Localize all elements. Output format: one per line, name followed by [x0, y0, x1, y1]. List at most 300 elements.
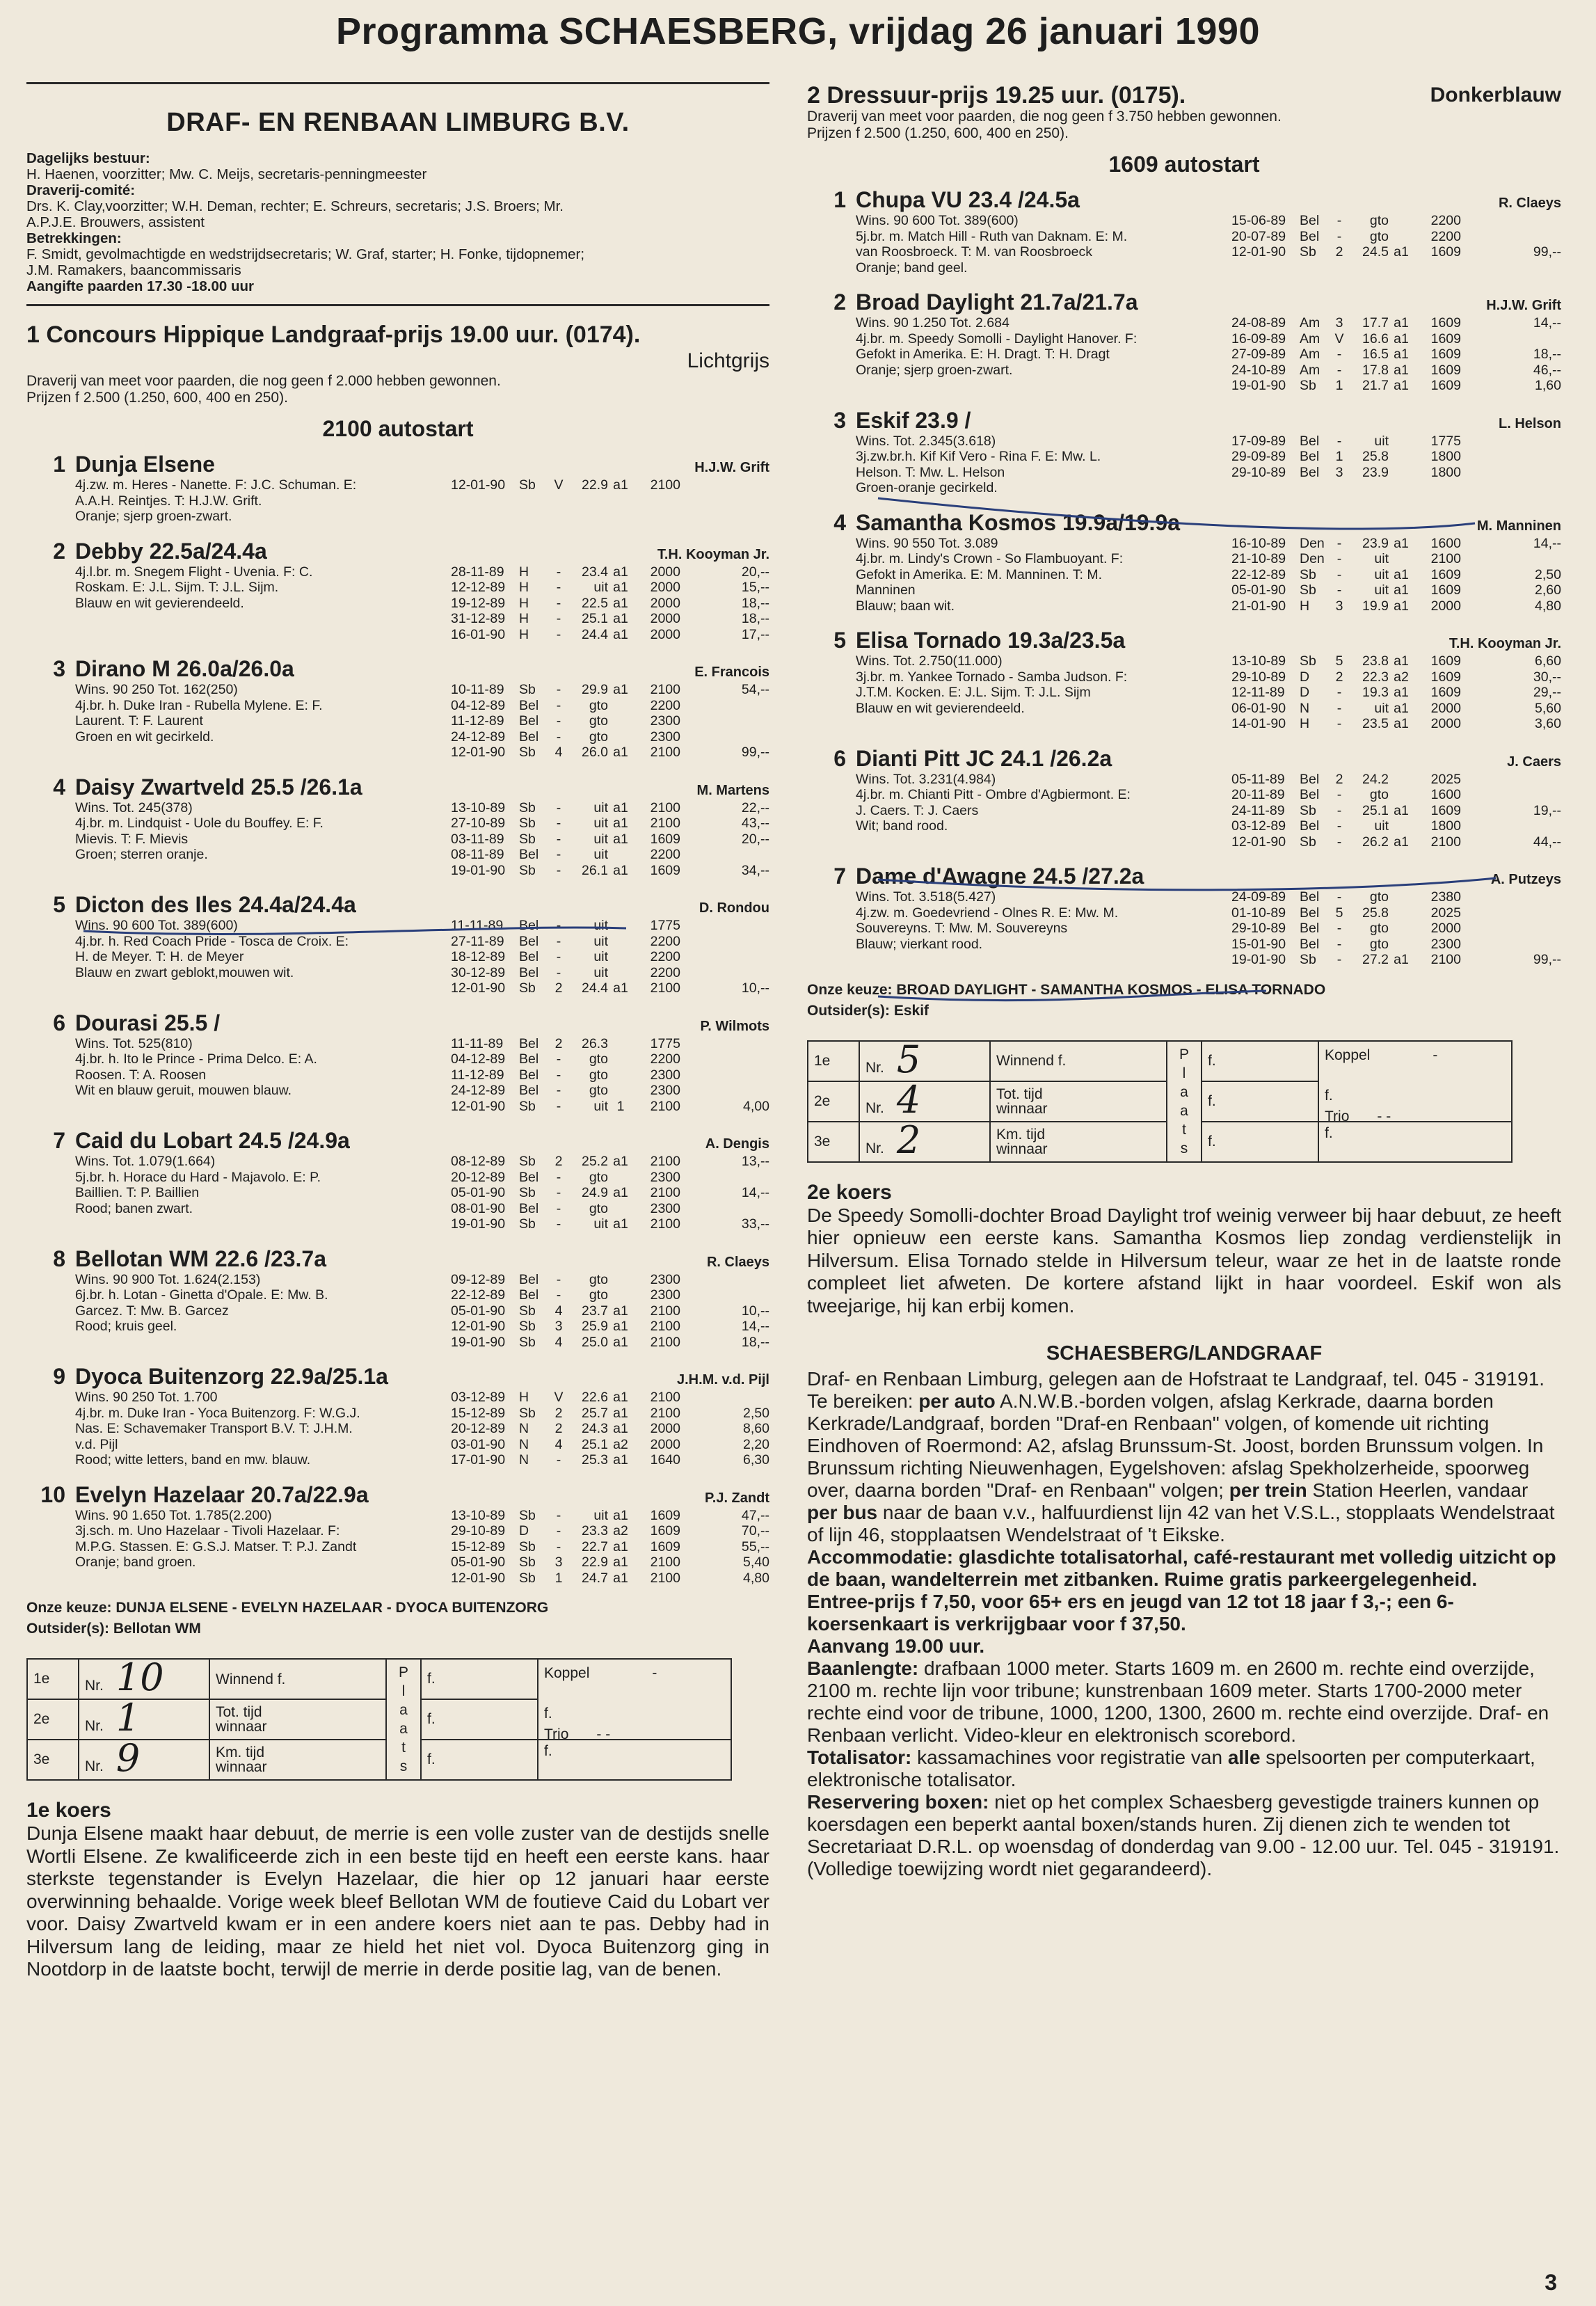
result-place: -: [556, 949, 561, 964]
result-venue: Bel: [1300, 464, 1320, 480]
result-venue: Sb: [519, 1216, 536, 1232]
result-start: [1389, 229, 1414, 245]
result-distance: 1775: [650, 918, 680, 933]
result-row: [1231, 716, 1561, 732]
result-time: 25.8: [1362, 449, 1389, 464]
result-place: 2: [554, 1421, 563, 1436]
result-venue: Bel: [519, 1051, 539, 1067]
result-start: [1389, 818, 1414, 834]
trio-dash: - -: [1377, 1108, 1391, 1124]
result-place: 4: [554, 1436, 563, 1452]
result-row: [1231, 567, 1561, 583]
result-place: 1: [554, 1570, 563, 1586]
horse-number: 7: [833, 864, 846, 889]
result-venue: Sb: [519, 1570, 536, 1586]
result-date: 29-10-89: [451, 1523, 506, 1538]
page-title: Programma SCHAESBERG, vrijdag 26 januari 1990: [336, 10, 1260, 52]
result-venue: Bel: [1300, 433, 1320, 449]
horse-entry: [26, 1128, 769, 1232]
result-payout: 18,--: [741, 595, 769, 611]
result-place: -: [1336, 433, 1342, 449]
result-venue: Sb: [519, 1319, 536, 1334]
result-place: V: [554, 1390, 564, 1405]
result-time: gto: [589, 1271, 608, 1287]
horse-info-line: Blauw en wit gevierendeeld.: [75, 595, 244, 611]
horse-info-line: Wit; band rood.: [856, 818, 948, 834]
result-time: 19.9: [1362, 598, 1389, 614]
race-title: [807, 82, 1561, 109]
result-date: 16-10-89: [1231, 535, 1286, 551]
results-table: [451, 477, 769, 493]
result-place: V: [1334, 331, 1344, 347]
result-payout: 99,--: [741, 745, 769, 760]
nr-label: Nr.: [85, 1718, 104, 1734]
result-place: 2: [1335, 669, 1343, 685]
result-time: gto: [1369, 936, 1389, 952]
result-date: 20-12-89: [451, 1421, 506, 1436]
horse-number: 6: [833, 745, 846, 771]
page-number: 3: [1545, 2270, 1557, 2295]
result-row: [1231, 701, 1561, 717]
result-time: 22.7: [582, 1538, 608, 1554]
result-label-cell: [209, 1699, 386, 1740]
horse-trainer: H.J.W. Grift: [694, 460, 769, 475]
result-distance: 2000: [650, 1421, 680, 1436]
result-time: uit: [593, 816, 608, 831]
result-date: 27-10-89: [451, 816, 506, 831]
result-date: 19-01-90: [1231, 378, 1286, 393]
horse-info: [856, 536, 1231, 614]
result-distance: 2100: [650, 745, 680, 760]
result-venue: Sb: [519, 1554, 536, 1570]
result-time: 23.9: [1362, 464, 1389, 480]
result-time: 22.9: [582, 1554, 608, 1570]
plaats-value-cell: f.: [1202, 1122, 1318, 1162]
horse-body: [26, 564, 769, 643]
horse-info-line: Baillien. T: P. Baillien: [75, 1185, 200, 1200]
horse-info-line: Wins. Tot. 525(810): [75, 1035, 193, 1051]
horse-trainer: H.J.W. Grift: [1486, 298, 1561, 313]
race-color: Lichtgrijs: [687, 349, 769, 372]
plaats-value-cell: f.: [1202, 1081, 1318, 1122]
horse-info-line: 4j.l.br. m. Snegem Flight - Uvenia. F: C.: [75, 564, 313, 580]
result-table-row: [27, 1740, 731, 1780]
result-venue: Bel: [1300, 228, 1320, 244]
result-start: a1: [1394, 834, 1409, 850]
finish-position: 3e: [808, 1122, 859, 1162]
result-time: 25.8: [1362, 905, 1389, 921]
result-row: [451, 980, 769, 996]
horse-body: [807, 315, 1561, 394]
result-date: 15-12-89: [451, 1538, 506, 1554]
result-row: [1231, 685, 1561, 701]
result-payout: [680, 847, 769, 863]
horse-info-line: 5j.br. m. Match Hill - Ruth van Daknam. E: M.: [856, 228, 1128, 244]
result-venue: Bel: [519, 1200, 539, 1216]
result-row: [451, 1335, 769, 1351]
text: per bus: [807, 1502, 878, 1523]
result-distance: 2100: [650, 477, 680, 493]
result-row: [451, 596, 769, 612]
result-place: 1: [1335, 449, 1343, 464]
result-venue: N: [519, 1452, 529, 1468]
org-heading: Betrekkingen:: [26, 230, 122, 246]
result-date: 24-10-89: [1231, 362, 1286, 378]
result-distance: 2100: [650, 682, 680, 697]
result-date: 22-12-89: [451, 1287, 506, 1303]
results-table: [451, 1508, 769, 1587]
results-table: [451, 1390, 769, 1468]
result-venue: H: [519, 1390, 529, 1405]
result-start: a1: [1394, 952, 1409, 967]
horse-header: [26, 1128, 769, 1154]
result-start: [1389, 465, 1414, 481]
result-start: a1: [1394, 244, 1409, 260]
horse-info-line: Roskam. E: J.L. Sijm. T: J.L. Sijm.: [75, 580, 279, 595]
result-venue: Bel: [519, 1067, 539, 1083]
horse-info-line: Wins. Tot. 1.079(1.664): [75, 1154, 216, 1169]
result-time: 25.7: [582, 1405, 608, 1421]
result-distance: 1609: [1430, 566, 1461, 582]
result-venue: Sb: [1300, 582, 1316, 598]
race-commentary: De Speedy Somolli-dochter Broad Daylight trof weinig verweer bij haar debuut, ze heeft hier opnieuw een eerste kans. Samantha Kosmos liep zondag verdienstelijk in Hilversum. Elisa Tornado stelde in Hilversum teleur, waar ze het in de laatste ronde compleet liet afweten. De kortere afstand lijkt in haar voordeel. Eskif won als tweejarige, hij kan erbij komen.: [807, 1204, 1561, 1317]
result-row: [451, 745, 769, 761]
result-venue: Am: [1300, 331, 1320, 347]
result-row: [451, 564, 769, 580]
result-venue: Am: [1300, 315, 1320, 331]
horse-header: [26, 1364, 769, 1390]
result-start: a1: [1394, 598, 1409, 614]
text: spelsoorten per computerkaart, elektronische totalisator.: [807, 1747, 1535, 1790]
result-payout: 29,--: [1533, 685, 1561, 700]
result-venue: Sb: [1300, 653, 1316, 669]
result-row: [1231, 921, 1561, 937]
result-distance: 1609: [1430, 582, 1461, 598]
result-venue: Den: [1300, 551, 1325, 566]
org-line: A.P.J.E. Brouwers, assistent: [26, 214, 205, 230]
horse-info-line: Wins. 90 1.650 Tot. 1.785(2.200): [75, 1507, 272, 1523]
horse-results: [1231, 315, 1561, 394]
horse-header: [807, 628, 1561, 653]
horse-trainer: A. Putzeys: [1490, 872, 1561, 887]
result-date: 29-09-89: [1231, 449, 1286, 464]
result-payout: 44,--: [1533, 834, 1561, 850]
result-payout: [680, 477, 769, 493]
result-date: 06-01-90: [1231, 700, 1286, 716]
result-date: 24-12-89: [451, 1083, 506, 1098]
result-venue: Bel: [519, 1271, 539, 1287]
result-distance: 2300: [650, 1287, 680, 1303]
result-start: [608, 713, 633, 729]
result-time: 24.7: [582, 1570, 608, 1586]
koppel-text: Koppel: [544, 1665, 590, 1681]
result-row: [451, 1099, 769, 1115]
left-column: [26, 82, 769, 1981]
result-payout: 99,--: [1533, 244, 1561, 260]
result-start: a1: [613, 1507, 628, 1523]
horse-number: 2: [833, 289, 846, 315]
result-row: [1231, 937, 1561, 953]
result-place: -: [556, 713, 561, 729]
result-time: 22.3: [1362, 669, 1389, 685]
result-distance: 2000: [650, 1436, 680, 1452]
result-venue: Sb: [1300, 802, 1316, 818]
result-place: -: [1336, 952, 1342, 967]
result-payout: [680, 729, 769, 745]
result-distance: 2100: [650, 980, 680, 996]
horse-info-line: 4j.br. m. Chianti Pitt - Ombre d'Agbiermont. E:: [856, 787, 1131, 802]
result-distance: 2000: [1430, 921, 1461, 936]
result-time: 16.6: [1362, 331, 1389, 347]
result-payout: [680, 1287, 769, 1303]
result-payout: 2,60: [1535, 582, 1561, 598]
result-distance: 2000: [1430, 598, 1461, 614]
horse-header: [807, 510, 1561, 536]
horse-info-line: Garcez. T: Mw. B. Garcez: [75, 1303, 229, 1319]
result-start: a2: [613, 1436, 628, 1452]
result-start: [1389, 889, 1414, 905]
result-row: [451, 1051, 769, 1067]
horse-info-line: Groen en wit gecirkeld.: [75, 729, 214, 745]
result-label: Km. tijd: [996, 1126, 1046, 1143]
horse-info-line: 3j.sch. m. Uno Hazelaar - Tivoli Hazelaar. F:: [75, 1523, 340, 1538]
result-payout: 34,--: [741, 862, 769, 878]
plaats-value-cell: f.: [421, 1740, 538, 1780]
results-table: [1231, 315, 1561, 394]
result-payout: 10,--: [741, 980, 769, 996]
result-table: [807, 1037, 1561, 1163]
horse-info-line: Manninen: [856, 582, 916, 598]
text: Reservering boxen:: [807, 1791, 989, 1813]
result-row: [451, 1067, 769, 1083]
result-payout: 3,60: [1535, 716, 1561, 731]
horse-info-line: Laurent. T: F. Laurent: [75, 713, 203, 729]
result-date: 03-11-89: [451, 831, 504, 847]
horse-info: [75, 800, 451, 879]
result-payout: 4,80: [1535, 598, 1561, 614]
result-venue: Sb: [519, 1098, 536, 1114]
result-distance: 2000: [650, 595, 680, 611]
result-row: [451, 1554, 769, 1571]
horse-info-line: 4j.zw. m. Heres - Nanette. F: J.C. Schuman. E:: [75, 477, 357, 493]
result-date: 08-12-89: [451, 1154, 506, 1169]
horse-body: [26, 1154, 769, 1232]
horse-entry: [26, 774, 769, 879]
result-row: [1231, 331, 1561, 347]
result-venue: Bel: [519, 1035, 539, 1051]
result-start: [608, 1201, 633, 1217]
result-start: [608, 1272, 633, 1288]
result-venue: Bel: [519, 713, 539, 729]
horse-number: 8: [53, 1246, 65, 1271]
result-payout: 18,--: [741, 1334, 769, 1350]
horse-trainer: T.H. Kooyman Jr.: [657, 546, 769, 562]
result-row: [451, 1319, 769, 1335]
result-place: -: [1336, 228, 1342, 244]
koppel-f: f.: [544, 1705, 552, 1721]
horse-info-line: Gefokt in Amerika. E: H. Dragt. T: H. Dragt: [856, 347, 1110, 362]
result-row: [451, 1523, 769, 1539]
result-time: 25.2: [582, 1154, 608, 1169]
result-venue: Sb: [519, 477, 536, 493]
horse-info-line: 4j.br. h. Ito le Prince - Prima Delco. E: A.: [75, 1051, 317, 1067]
result-distance: 2100: [650, 1334, 680, 1350]
result-date: 12-01-90: [451, 1570, 506, 1586]
result-time: 24.4: [582, 980, 608, 996]
horse-results: [1231, 434, 1561, 496]
horse-trainer: P. Wilmots: [700, 1018, 769, 1034]
horse-trainer: D. Rondou: [699, 900, 769, 916]
text: Baanlengte:: [807, 1657, 919, 1679]
horse-results: [451, 477, 769, 525]
result-date: 04-12-89: [451, 1051, 506, 1067]
result-payout: [680, 1051, 769, 1067]
result-row: [1231, 213, 1561, 229]
result-payout: 4,00: [743, 1098, 769, 1114]
result-start: a1: [613, 1334, 628, 1350]
result-label-cell: [209, 1659, 386, 1699]
result-place: 4: [554, 1303, 563, 1319]
result-venue: Bel: [1300, 771, 1320, 787]
result-place: 4: [554, 1334, 563, 1350]
result-venue: Sb: [519, 1185, 536, 1200]
result-row: [451, 1452, 769, 1468]
koppel-label: [1325, 1047, 1506, 1064]
result-payout: 14,--: [1533, 315, 1561, 331]
horse-entry: [26, 539, 769, 643]
result-distance: 2100: [1430, 952, 1461, 967]
result-start: [1389, 937, 1414, 953]
result-time: uit: [593, 918, 608, 933]
result-date: 05-01-90: [451, 1303, 506, 1319]
finish-number-cell: [79, 1655, 209, 1699]
result-venue: N: [1300, 700, 1310, 716]
result-payout: [1461, 905, 1561, 921]
text: per auto: [918, 1390, 996, 1412]
result-row: [1231, 449, 1561, 465]
result-row: [1231, 229, 1561, 245]
result-start: a1: [613, 564, 628, 580]
result-time: uit: [593, 580, 608, 595]
result-payout: [1461, 449, 1561, 465]
result-payout: [1461, 937, 1561, 953]
result-date: 13-10-89: [451, 800, 506, 816]
result-payout: [1461, 921, 1561, 937]
horse-name: Dame d'Awagne 24.5 /27.2a: [856, 864, 1144, 889]
race-title: 1 Concours Hippique Landgraaf-prijs 19.00 uur. (0174).: [26, 321, 641, 348]
result-time: uit: [1374, 551, 1389, 566]
horse-info-line: Nas. E: Schavemaker Transport B.V. T: J.H.M.: [75, 1421, 353, 1436]
horse-body: [807, 536, 1561, 614]
horse-number: 6: [53, 1010, 65, 1035]
result-date: 24-09-89: [1231, 889, 1286, 905]
result-distance: 1800: [1430, 449, 1461, 464]
result-start: a1: [613, 1405, 628, 1421]
horse-info-line: van Roosbroeck. T: M. van Roosbroeck: [856, 244, 1092, 260]
horse-info-line: Roosen. T: A. Roosen: [75, 1067, 207, 1083]
horse-body: [807, 772, 1561, 850]
result-distance: 1609: [1430, 685, 1461, 700]
result-time: 25.1: [1362, 802, 1389, 818]
venue-track: [807, 1657, 1561, 1747]
handwritten-number: 4: [896, 1077, 921, 1122]
race-color: Donkerblauw: [1430, 84, 1561, 106]
result-place: 3: [554, 1319, 563, 1334]
text: alle: [1227, 1747, 1261, 1768]
result-row: [451, 949, 769, 965]
result-time: 24.2: [1362, 771, 1389, 787]
result-place: 2: [1335, 771, 1343, 787]
result-start: [608, 965, 633, 981]
result-row: [451, 1154, 769, 1170]
result-start: a1: [613, 816, 628, 831]
horse-entry: [26, 1364, 769, 1468]
result-date: 03-01-90: [451, 1436, 506, 1452]
results-table: [1231, 772, 1561, 850]
result-place: -: [556, 918, 561, 933]
result-start: a1: [1394, 716, 1409, 731]
result-distance: 2025: [1430, 771, 1461, 787]
result-start: a1: [613, 1319, 628, 1334]
result-date: 11-11-89: [451, 918, 504, 933]
result-table: [26, 1655, 769, 1781]
handwritten-number: 10: [115, 1655, 164, 1699]
result-date: 15-12-89: [451, 1405, 506, 1421]
venue-start-time: [807, 1635, 1561, 1657]
trio-f: f.: [544, 1743, 552, 1759]
plaats-letter: t: [401, 1740, 406, 1756]
horse-name: Dirano M 26.0a/26.0a: [75, 656, 294, 681]
result-start: a1: [613, 580, 628, 595]
result-date: 20-12-89: [451, 1169, 506, 1185]
org-line: H. Haenen, voorzitter; Mw. C. Meijs, secretaris-penningmeester: [26, 166, 427, 182]
result-payout: [680, 934, 769, 950]
result-start: [1389, 434, 1414, 450]
result-payout: 10,--: [741, 1303, 769, 1319]
result-place: -: [556, 862, 561, 878]
result-row: [451, 1539, 769, 1555]
result-distance: 2300: [650, 1271, 680, 1287]
result-distance: 2100: [650, 1185, 680, 1200]
org-line: F. Smidt, gevolmachtigde en wedstrijdsecretaris; W. Graf, starter; H. Fonke, tijdopnemer;: [26, 246, 585, 262]
result-time: 22.6: [582, 1390, 608, 1405]
horse-trainer: R. Claeys: [1498, 196, 1561, 211]
result-payout: [1461, 331, 1561, 347]
result-venue: Bel: [519, 1169, 539, 1185]
result-distance: 1609: [650, 862, 680, 878]
result-distance: 1609: [1430, 331, 1461, 347]
horse-info-line: Wins. Tot. 2.750(11.000): [856, 653, 1003, 669]
horse-info-line: 3j.br. m. Yankee Tornado - Samba Judson. F:: [856, 669, 1128, 685]
result-start: a1: [613, 1185, 628, 1200]
result-time: uit: [1374, 433, 1389, 449]
result-date: 22-12-89: [1231, 566, 1286, 582]
results-table: [451, 800, 769, 879]
result-date: 17-09-89: [1231, 433, 1286, 449]
result-time: uit: [1374, 566, 1389, 582]
result-distance: 2100: [650, 1554, 680, 1570]
result-label: winnaar: [996, 1140, 1048, 1157]
plaats-letter: a: [399, 1702, 408, 1718]
result-distance: 2300: [650, 1169, 680, 1185]
result-date: 12-01-90: [451, 1319, 506, 1334]
result-distance: 2100: [650, 1570, 680, 1586]
result-payout: [680, 1036, 769, 1052]
horse-results: [451, 918, 769, 996]
horse-info-line: Oranje; sjerp groen-zwart.: [856, 362, 1013, 378]
result-start: [1389, 787, 1414, 803]
result-time: 25.1: [582, 611, 608, 626]
